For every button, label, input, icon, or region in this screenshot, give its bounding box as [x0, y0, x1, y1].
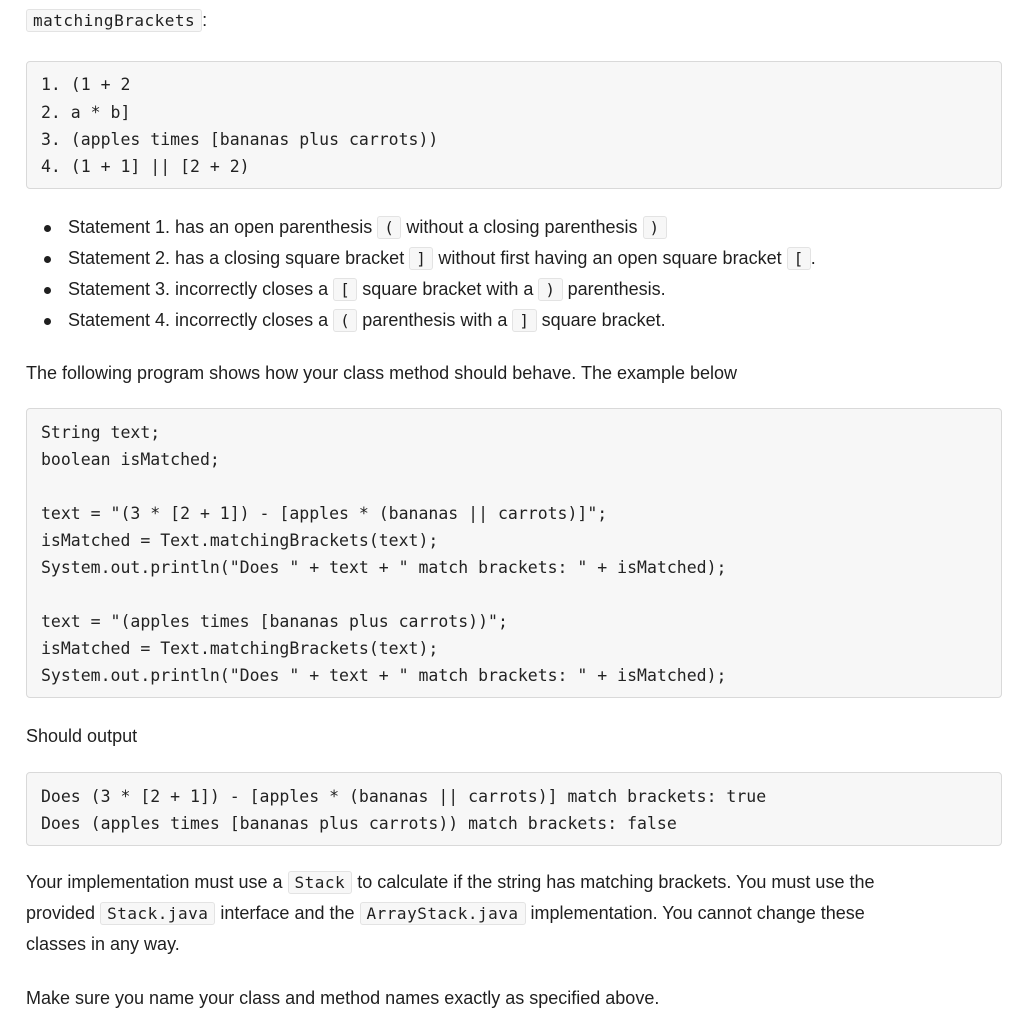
- final-note: Make sure you name your class and method names exactly as specified above.: [26, 988, 660, 1008]
- bullet-text: Statement 3. incorrectly closes a: [68, 279, 329, 299]
- list-item: [40, 307, 816, 338]
- program-code-block: [26, 408, 1002, 698]
- bullet-text: Statement 4. incorrectly closes a: [68, 310, 329, 330]
- code-line: isMatched = Text.matchingBrackets(text);: [41, 531, 439, 550]
- impl-text: provided: [26, 903, 96, 923]
- impl-text: Your implementation must use a: [26, 872, 283, 892]
- heading-colon: :: [202, 10, 208, 30]
- code-line: Does (3 * [2 + 1]) - [apples * (bananas || carrots)] match brackets: true: [41, 787, 767, 806]
- implementation-paragraph: [26, 867, 996, 960]
- bullet-text: without first having an open square bracket: [438, 248, 782, 268]
- code-line: Does (apples times [bananas plus carrots)) match brackets: false: [41, 814, 677, 833]
- code-line: String text;: [41, 423, 161, 442]
- inline-code: [: [333, 278, 357, 301]
- code-line: boolean isMatched;: [41, 450, 220, 469]
- code-line: text = "(apples times [bananas plus carrots))";: [41, 612, 508, 631]
- bullet-text: square bracket.: [541, 310, 666, 330]
- inline-code: ]: [512, 309, 536, 332]
- bullet-text: square bracket with a: [362, 279, 534, 299]
- method-name-code: matchingBrackets: [26, 9, 202, 32]
- list-item: [40, 214, 816, 245]
- bullet-text: parenthesis with a: [362, 310, 508, 330]
- bullet-text: Statement 2. has a closing square bracket: [68, 248, 405, 268]
- inline-code: Stack: [288, 871, 353, 894]
- bullet-text: parenthesis.: [567, 279, 666, 299]
- inline-code: Stack.java: [100, 902, 215, 925]
- statement-list: [40, 214, 816, 338]
- inline-code: ]: [409, 247, 433, 270]
- code-line: 4. (1 + 1] || [2 + 2): [41, 157, 250, 176]
- bullet-text: Statement 1. has an open parenthesis: [68, 217, 373, 237]
- impl-text: to calculate if the string has matching brackets. You must use the: [357, 872, 875, 892]
- code-line: 3. (apples times [bananas plus carrots)): [41, 130, 439, 149]
- output-label: Should output: [26, 726, 138, 746]
- code-line: isMatched = Text.matchingBrackets(text);: [41, 639, 439, 658]
- inline-code: ArrayStack.java: [360, 902, 526, 925]
- inline-code: ): [643, 216, 667, 239]
- inline-code: (: [377, 216, 401, 239]
- impl-text: interface and the: [220, 903, 355, 923]
- code-line: 2. a * b]: [41, 103, 131, 122]
- impl-line-3: [26, 929, 996, 960]
- impl-line-1: [26, 867, 996, 898]
- inline-code: [: [787, 247, 811, 270]
- code-line: System.out.println("Does " + text + " match brackets: " + isMatched);: [41, 666, 727, 685]
- inline-code: (: [333, 309, 357, 332]
- examples-code-block: [26, 61, 1002, 189]
- code-line: text = "(3 * [2 + 1]) - [apples * (bananas || carrots)]";: [41, 504, 608, 523]
- code-line: System.out.println("Does " + text + " match brackets: " + isMatched);: [41, 558, 727, 577]
- impl-line-2: [26, 898, 996, 929]
- impl-text: classes in any way.: [26, 934, 180, 954]
- output-code-block: [26, 772, 1002, 846]
- impl-text: implementation. You cannot change these: [530, 903, 865, 923]
- method-heading: [26, 10, 207, 31]
- list-item: [40, 245, 816, 276]
- bullet-text: without a closing parenthesis: [406, 217, 638, 237]
- list-item: [40, 276, 816, 307]
- inline-code: ): [538, 278, 562, 301]
- bullet-text: .: [810, 248, 816, 268]
- code-line: 1. (1 + 2: [41, 75, 131, 94]
- program-intro-text: The following program shows how your class method should behave. The example below: [26, 363, 738, 383]
